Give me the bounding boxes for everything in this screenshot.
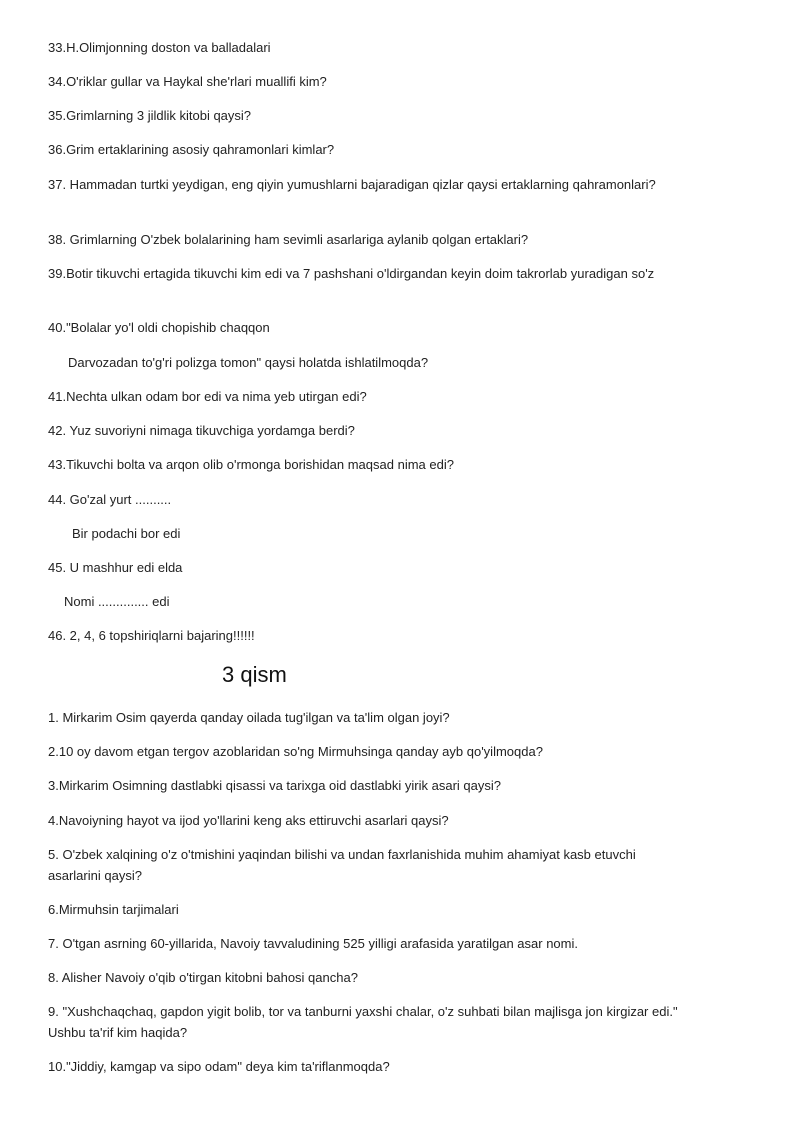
question-35: 35.Grimlarning 3 jildlik kitobi qaysi? [48,108,252,123]
question-40-continuation: Darvozadan to'g'ri polizga tomon" qaysi holatda ishlatilmoqda? [68,355,429,370]
part3-question-10: 10."Jiddiy, kamgap va sipo odam" deya kim ta'riflanmoqda? [48,1059,390,1074]
part3-question-8: 8. Alisher Navoiy o'qib o'tirgan kitobni bahosi qancha? [48,970,358,985]
part3-question-6: 6.Mirmuhsin tarjimalari [48,902,179,917]
question-38: 38. Grimlarning O'zbek bolalarining ham sevimli asarlariga aylanib qolgan ertaklari? [48,232,529,247]
question-42: 42. Yuz suvoriyni nimaga tikuvchiga yordamga berdi? [48,423,355,438]
part3-question-3: 3.Mirkarim Osimning dastlabki qisassi va tarixga oid dastlabki yirik asari qaysi? [48,778,502,793]
question-46: 46. 2, 4, 6 topshiriqlarni bajaring!!!!!! [48,628,255,643]
question-45-continuation: Nomi .............. edi [64,594,170,609]
question-43: 43.Tikuvchi bolta va arqon olib o'rmonga borishidan maqsad nima edi? [48,457,454,472]
part3-question-2: 2.10 oy davom etgan tergov azoblaridan so'ng Mirmuhsinga qanday ayb qo'yilmoqda? [48,744,543,759]
question-44: 44. Go'zal yurt .......... [48,492,172,507]
question-33: 33.H.Olimjonning doston va balladalari [48,40,271,55]
part3-question-9: 9. "Xushchaqchaq, gapdon yigit bolib, tor va tanburni yaxshi chalar, o'z suhbati bilan majlisga jon kirgizar edi." Ushbu ta'rif kim haqida? [48,1004,678,1040]
section-heading: 3 qism [222,662,287,687]
part3-question-5: 5. O'zbek xalqining o'z o'tmishini yaqindan bilishi va undan faxrlanishida muhim ahamiyat kasb etuvchi asarlarini qaysi? [48,847,636,883]
question-45: 45. U mashhur edi elda [48,560,183,575]
question-39: 39.Botir tikuvchi ertagida tikuvchi kim edi va 7 pashshani o'ldirgandan keyin doim takrorlab yuradigan so'z [48,266,655,281]
question-41: 41.Nechta ulkan odam bor edi va nima yeb utirgan edi? [48,389,367,404]
question-40: 40."Bolalar yo'l oldi chopishib chaqqon [48,320,270,335]
question-37: 37. Hammadan turtki yeydigan, eng qiyin yumushlarni bajaradigan qizlar qaysi ertaklarning qahramonlari? [48,177,656,192]
question-34: 34.O'riklar gullar va Haykal she'rlari muallifi kim? [48,74,327,89]
part3-question-4: 4.Navoiyning hayot va ijod yo'llarini keng aks ettiruvchi asarlari qaysi? [48,813,449,828]
question-36: 36.Grim ertaklarining asosiy qahramonlari kimlar? [48,142,335,157]
part3-question-7: 7. O'tgan asrning 60-yillarida, Navoiy tavvaludining 525 yilligi arafasida yaratilgan asar nomi. [48,936,578,951]
question-44-continuation: Bir podachi bor edi [72,526,181,541]
part3-question-1: 1. Mirkarim Osim qayerda qanday oilada tug'ilgan va ta'lim olgan joyi? [48,710,450,725]
